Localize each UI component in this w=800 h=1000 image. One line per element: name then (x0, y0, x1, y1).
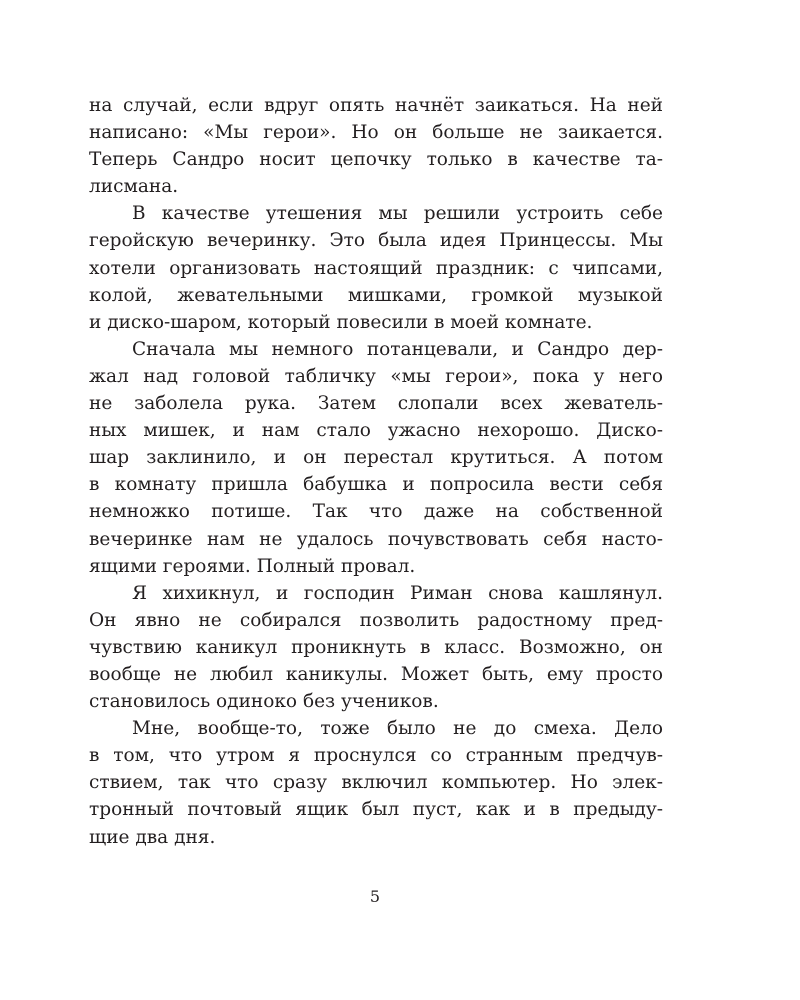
page-number: 5 (369, 887, 381, 906)
body-text (89, 92, 663, 851)
text-line: Я хихикнул, и господин Риман снова кашлянул. (132, 582, 663, 604)
text-line: становилось одиноко без учеников. (89, 691, 439, 713)
text-line: щие два дня. (89, 826, 216, 848)
text-line: на случай, если вдруг опять начнёт заикаться. На ней (89, 95, 663, 116)
text-line: Теперь Сандро носит цепочку только в качестве та- (89, 149, 663, 171)
text-line: ствием, так что сразу включил компьютер. Но элек- (89, 772, 663, 794)
text-line: написано: «Мы герои». Но он больше не заикается. (89, 122, 663, 144)
text-line: геройскую вечеринку. Это была идея Принцессы. Мы (89, 230, 663, 252)
text-line: немножко потише. Так что даже на собственной (89, 501, 663, 523)
text-line: ящими героями. Полный провал. (89, 555, 416, 577)
text-line: Мне, вообще-то, тоже было не до смеха. Дело (132, 718, 663, 740)
text-line: чувствию каникул проникнуть в класс. Возможно, он (89, 636, 663, 658)
paragraph (89, 580, 663, 715)
text-line: не заболела рука. Затем слопали всех жеватель- (89, 393, 663, 415)
paragraph (89, 715, 663, 850)
text-line: жал над головой табличку «мы герои», пока у него (89, 365, 663, 387)
text-line: тронный почтовый ящик был пуст, как и в предыду- (89, 799, 663, 821)
text-line: колой, жевательными мишками, громкой музыкой (89, 284, 663, 306)
text-line: вечеринке нам не удалось почувствовать себя насто- (89, 528, 663, 550)
text-line: в том, что утром я проснулся со странным предчув- (89, 745, 663, 767)
text-line: ных мишек, и нам стало ужасно нехорошо. Диско- (89, 420, 663, 442)
text-line: хотели организовать настоящий праздник: с чипсами, (89, 257, 663, 279)
text-line: в комнату пришла бабушка и попросила вести себя (89, 474, 663, 496)
text-line: и диско-шаром, который повесили в моей комнате. (89, 311, 593, 333)
paragraph (89, 200, 663, 335)
paragraph (89, 92, 663, 200)
paragraph (89, 336, 663, 580)
text-line: шар заклинило, и он перестал крутиться. А потом (89, 447, 663, 469)
text-line: Он явно не собирался позволить радостному пред- (89, 609, 663, 631)
text-line: вообще не любил каникулы. Может быть, ему просто (89, 663, 663, 685)
text-line: Сначала мы немного потанцевали, и Сандро дер- (132, 338, 663, 360)
text-line: В качестве утешения мы решили устроить себе (132, 203, 663, 225)
text-line: лисмана. (89, 176, 179, 198)
